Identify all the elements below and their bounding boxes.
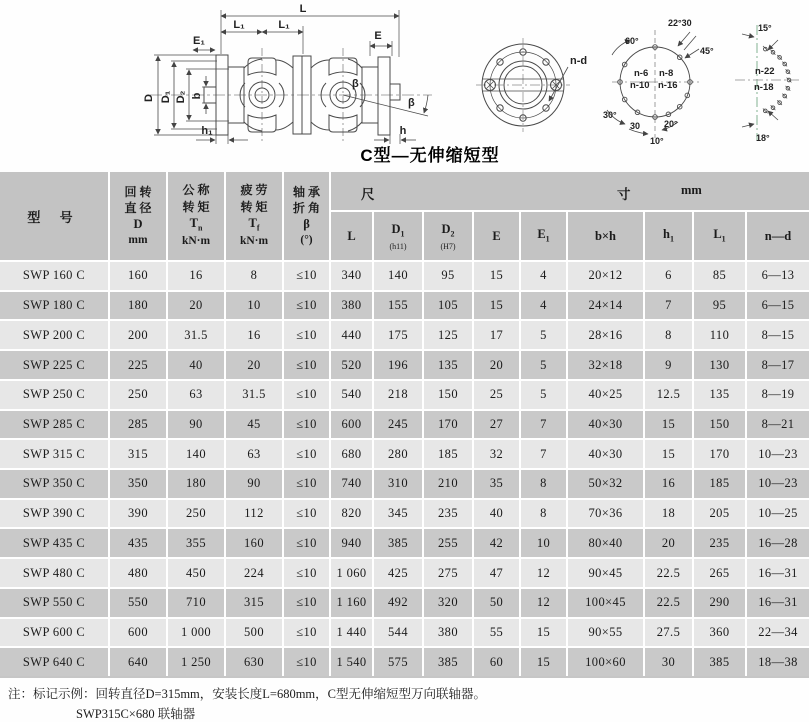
- table-row: [0, 411, 809, 441]
- model-cell: SWP 480 C: [0, 559, 110, 587]
- value-cell: 40×25: [568, 381, 645, 409]
- value-cell: 385: [694, 648, 747, 676]
- half-pattern-labels: [754, 23, 775, 143]
- value-cell: 63: [226, 440, 284, 468]
- value-cell: 140: [374, 262, 424, 290]
- value-cell: 10: [226, 292, 284, 320]
- value-cell: 550: [110, 589, 168, 617]
- value-cell: 640: [110, 648, 168, 676]
- table-header: [0, 172, 809, 262]
- spec-table: [0, 172, 809, 678]
- value-cell: 15: [474, 292, 521, 320]
- value-cell: 8—21: [761, 416, 795, 431]
- value-cell: 520: [331, 351, 374, 379]
- value-cell: 12: [521, 559, 568, 587]
- value-cell: 740: [331, 470, 374, 498]
- value-cell: 450: [168, 559, 226, 587]
- value-cell: 5: [521, 321, 568, 349]
- table-row: [0, 440, 809, 470]
- value-cell: 1 060: [331, 559, 374, 587]
- value-cell: 200: [110, 321, 168, 349]
- value-cell: 32×18: [568, 351, 645, 379]
- value-cell: 112: [226, 500, 284, 528]
- value-cell: 16: [226, 321, 284, 349]
- value-cell: 10—23: [758, 446, 798, 461]
- value-cell: 320: [424, 589, 474, 617]
- angle-label-30: 30°: [603, 110, 617, 120]
- dim-label-L1: L₁: [278, 19, 290, 31]
- model-cell: SWP 350 C: [0, 470, 110, 498]
- value-cell: 155: [374, 292, 424, 320]
- value-cell: 63: [168, 381, 226, 409]
- dim-title-cun: 寸: [617, 187, 631, 202]
- value-cell: 27.5: [645, 619, 694, 647]
- value-cell: ≤10: [284, 470, 331, 498]
- value-cell: 20: [474, 351, 521, 379]
- value-cell: 50: [474, 589, 521, 617]
- value-cell: 600: [110, 619, 168, 647]
- value-cell: 355: [168, 529, 226, 557]
- value-cell: 10—23: [758, 476, 798, 491]
- value-cell: 210: [424, 470, 474, 498]
- value-cell: 7: [521, 411, 568, 439]
- value-cell: 50×32: [568, 470, 645, 498]
- value-cell: 600: [331, 411, 374, 439]
- value-cell: 80×40: [568, 529, 645, 557]
- hole-count-n16: n-16: [658, 80, 678, 91]
- value-cell: 360: [694, 619, 747, 647]
- angle-label-10: 10°: [650, 136, 664, 146]
- table-body: [0, 262, 809, 676]
- value-cell: 7: [521, 440, 568, 468]
- value-cell: 8: [521, 500, 568, 528]
- value-cell: 140: [168, 440, 226, 468]
- value-cell: 435: [110, 529, 168, 557]
- table-row: [0, 381, 809, 411]
- value-cell: 45: [226, 411, 284, 439]
- flange-end-view: [476, 38, 570, 132]
- model-cell: SWP 160 C: [0, 262, 110, 290]
- value-cell: 280: [374, 440, 424, 468]
- angle-label-45: 45°: [700, 46, 714, 56]
- value-cell: ≤10: [284, 262, 331, 290]
- value-cell: 1 000: [168, 619, 226, 647]
- value-cell: 185: [424, 440, 474, 468]
- value-cell: 10: [521, 529, 568, 557]
- value-cell: 15: [645, 440, 694, 468]
- value-cell: 31.5: [168, 321, 226, 349]
- value-cell: 235: [694, 529, 747, 557]
- value-cell: 1 540: [331, 648, 374, 676]
- value-cell: 820: [331, 500, 374, 528]
- value-cell: 680: [331, 440, 374, 468]
- value-cell: 150: [694, 411, 747, 439]
- angle-label-22-30: 22°30: [668, 18, 692, 28]
- value-cell: 105: [424, 292, 474, 320]
- value-cell: 135: [424, 351, 474, 379]
- value-cell: 250: [168, 500, 226, 528]
- value-cell: 285: [110, 411, 168, 439]
- value-cell: 22—34: [758, 624, 798, 639]
- value-cell: 185: [694, 470, 747, 498]
- dim-label-n-d: n-d: [570, 55, 588, 67]
- dim-group-title: [331, 172, 809, 212]
- value-cell: 1 250: [168, 648, 226, 676]
- value-cell: 160: [226, 529, 284, 557]
- dim-label-h1: h₁: [201, 125, 213, 137]
- value-cell: 235: [424, 500, 474, 528]
- model-cell: SWP 200 C: [0, 321, 110, 349]
- value-cell: 9: [645, 351, 694, 379]
- header-dim-col: $D_2$ (H7): [424, 212, 474, 260]
- hole-count-n10: n-10: [630, 80, 650, 91]
- hole-count-n18: n-18: [754, 82, 774, 93]
- value-cell: 18: [645, 500, 694, 528]
- value-cell: 55: [474, 619, 521, 647]
- value-cell: 40×30: [568, 411, 645, 439]
- value-cell: 315: [110, 440, 168, 468]
- model-cell: SWP 250 C: [0, 381, 110, 409]
- value-cell: 22.5: [645, 559, 694, 587]
- value-cell: 150: [424, 381, 474, 409]
- value-cell: 310: [374, 470, 424, 498]
- value-cell: 345: [374, 500, 424, 528]
- value-cell: 17: [474, 321, 521, 349]
- value-cell: 350: [110, 470, 168, 498]
- header-param-col: 轴 承 折 角 β (°): [284, 172, 331, 260]
- dim-label-D: D: [143, 94, 155, 102]
- dim-label-beta: β: [408, 97, 415, 109]
- value-cell: 12.5: [645, 381, 694, 409]
- value-cell: 180: [168, 470, 226, 498]
- value-cell: 8: [226, 262, 284, 290]
- value-cell: 205: [694, 500, 747, 528]
- angle-label-18: 18°: [756, 133, 770, 143]
- value-cell: ≤10: [284, 500, 331, 528]
- value-cell: 30: [645, 648, 694, 676]
- value-cell: 315: [226, 589, 284, 617]
- value-cell: 340: [331, 262, 374, 290]
- value-cell: 390: [110, 500, 168, 528]
- dim-title-chi: 尺: [361, 187, 375, 202]
- value-cell: 20: [226, 351, 284, 379]
- angle-label-15: 15°: [758, 23, 772, 33]
- value-cell: ≤10: [284, 440, 331, 468]
- model-cell: SWP 285 C: [0, 411, 110, 439]
- dim-label-L1: L₁: [233, 19, 245, 31]
- bolt-pattern-view: [607, 30, 700, 138]
- model-cell: SWP 435 C: [0, 529, 110, 557]
- dim-label-E: E: [374, 30, 382, 42]
- value-cell: 492: [374, 589, 424, 617]
- value-cell: 125: [424, 321, 474, 349]
- value-cell: 20: [645, 529, 694, 557]
- value-cell: 40×30: [568, 440, 645, 468]
- value-cell: 8—17: [761, 357, 795, 372]
- value-cell: 500: [226, 619, 284, 647]
- table-row: [0, 619, 809, 649]
- value-cell: 110: [694, 321, 747, 349]
- table-row: [0, 589, 809, 619]
- value-cell: 250: [110, 381, 168, 409]
- value-cell: 380: [424, 619, 474, 647]
- value-cell: 385: [374, 529, 424, 557]
- value-cell: 8—19: [761, 387, 795, 402]
- table-row: [0, 351, 809, 381]
- value-cell: 31.5: [226, 381, 284, 409]
- value-cell: 255: [424, 529, 474, 557]
- value-cell: 90: [226, 470, 284, 498]
- table-row: [0, 648, 809, 676]
- value-cell: 480: [110, 559, 168, 587]
- value-cell: 16: [168, 262, 226, 290]
- hole-count-n8: n-8: [659, 68, 674, 79]
- value-cell: 440: [331, 321, 374, 349]
- value-cell: 40: [168, 351, 226, 379]
- angle-label-60: 60°: [625, 36, 639, 46]
- value-cell: 90×55: [568, 619, 645, 647]
- value-cell: 5: [521, 381, 568, 409]
- header-dim-col: $h_1$: [645, 212, 694, 260]
- header-param-col: 疲 劳 转 矩 $T_f$ kN·m: [226, 172, 284, 260]
- value-cell: 175: [374, 321, 424, 349]
- value-cell: 940: [331, 529, 374, 557]
- value-cell: 28×16: [568, 321, 645, 349]
- value-cell: ≤10: [284, 411, 331, 439]
- value-cell: 710: [168, 589, 226, 617]
- section-title: C型—无伸缩短型: [360, 146, 500, 165]
- value-cell: 218: [374, 381, 424, 409]
- dim-label-E1: E₁: [193, 35, 205, 47]
- param-group: [110, 172, 331, 260]
- value-cell: 225: [110, 351, 168, 379]
- value-cell: 42: [474, 529, 521, 557]
- value-cell: 4: [521, 262, 568, 290]
- value-cell: 90×45: [568, 559, 645, 587]
- table-row: [0, 470, 809, 500]
- value-cell: ≤10: [284, 321, 331, 349]
- value-cell: 160: [110, 262, 168, 290]
- value-cell: 15: [474, 262, 521, 290]
- value-cell: 8: [521, 470, 568, 498]
- dim-label-beta: β: [352, 78, 359, 90]
- value-cell: 70×36: [568, 500, 645, 528]
- note-line-1: 注：标记示例：回转直径D=315mm，安装长度L=680mm，C型无伸缩短型万向联轴器。: [8, 687, 486, 701]
- value-cell: 224: [226, 559, 284, 587]
- dim-label-h: h: [399, 125, 407, 137]
- value-cell: 8: [645, 321, 694, 349]
- value-cell: 170: [424, 411, 474, 439]
- value-cell: 425: [374, 559, 424, 587]
- value-cell: 27: [474, 411, 521, 439]
- value-cell: 275: [424, 559, 474, 587]
- dim-label-D2: D₂: [175, 90, 187, 104]
- value-cell: 16—28: [758, 535, 798, 550]
- value-cell: 265: [694, 559, 747, 587]
- value-cell: 4: [521, 292, 568, 320]
- angle-label-30b: 30: [630, 121, 641, 131]
- value-cell: 630: [226, 648, 284, 676]
- value-cell: 135: [694, 381, 747, 409]
- value-cell: 100×60: [568, 648, 645, 676]
- dim-subrow: [331, 212, 809, 260]
- table-row: [0, 262, 809, 292]
- value-cell: 15: [521, 648, 568, 676]
- header-dim-col: $E_1$: [521, 212, 568, 260]
- value-cell: 47: [474, 559, 521, 587]
- value-cell: 196: [374, 351, 424, 379]
- value-cell: 385: [424, 648, 474, 676]
- value-cell: 5: [521, 351, 568, 379]
- value-cell: 40: [474, 500, 521, 528]
- model-cell: SWP 225 C: [0, 351, 110, 379]
- dim-label-D1: D₁: [160, 90, 172, 104]
- value-cell: 1 440: [331, 619, 374, 647]
- value-cell: ≤10: [284, 529, 331, 557]
- model-cell: SWP 180 C: [0, 292, 110, 320]
- header-model: 型 号: [0, 172, 110, 260]
- value-cell: 130: [694, 351, 747, 379]
- header-dim-col: b×h: [568, 212, 645, 260]
- angle-label-20: 20°: [664, 119, 678, 129]
- value-cell: 290: [694, 589, 747, 617]
- header-dim-col: $L_1$: [694, 212, 747, 260]
- value-cell: ≤10: [284, 381, 331, 409]
- value-cell: 35: [474, 470, 521, 498]
- value-cell: ≤10: [284, 292, 331, 320]
- header-param-col: 公 称 转 矩 $T_n$ kN·m: [168, 172, 226, 260]
- table-row: [0, 500, 809, 530]
- table-row: [0, 559, 809, 589]
- side-view: [150, 10, 432, 144]
- value-cell: 6: [645, 262, 694, 290]
- value-cell: 90: [168, 411, 226, 439]
- header-dim-col: n—d: [764, 228, 792, 243]
- note-line-2: SWP315C×680 联轴器: [76, 707, 196, 721]
- value-cell: 575: [374, 648, 424, 676]
- value-cell: 15: [521, 619, 568, 647]
- value-cell: 20×12: [568, 262, 645, 290]
- value-cell: 170: [694, 440, 747, 468]
- value-cell: 20: [168, 292, 226, 320]
- dim-group: [331, 172, 809, 260]
- dim-title-unit: mm: [681, 183, 702, 197]
- value-cell: ≤10: [284, 619, 331, 647]
- header-dim-col: E: [474, 212, 521, 260]
- value-cell: 6—15: [761, 298, 795, 313]
- dim-label-b: b: [191, 92, 203, 100]
- value-cell: ≤10: [284, 351, 331, 379]
- value-cell: 25: [474, 381, 521, 409]
- value-cell: 16: [645, 470, 694, 498]
- table-row: [0, 321, 809, 351]
- value-cell: 18—38: [758, 654, 798, 669]
- header-param-col: 回 转 直 径 D mm: [110, 172, 168, 260]
- value-cell: ≤10: [284, 648, 331, 676]
- model-cell: SWP 390 C: [0, 500, 110, 528]
- value-cell: 22.5: [645, 589, 694, 617]
- value-cell: 60: [474, 648, 521, 676]
- dim-label-L: L: [299, 3, 307, 15]
- value-cell: 544: [374, 619, 424, 647]
- value-cell: 180: [110, 292, 168, 320]
- value-cell: 24×14: [568, 292, 645, 320]
- value-cell: 32: [474, 440, 521, 468]
- hole-count-n22: n-22: [755, 66, 775, 77]
- value-cell: 10—25: [758, 506, 798, 521]
- header-dim-col: L: [331, 212, 374, 260]
- value-cell: 100×45: [568, 589, 645, 617]
- value-cell: 8—15: [761, 327, 795, 342]
- value-cell: 95: [694, 292, 747, 320]
- hole-count-n6: n-6: [634, 68, 649, 79]
- model-cell: SWP 600 C: [0, 619, 110, 647]
- value-cell: 1 160: [331, 589, 374, 617]
- value-cell: ≤10: [284, 589, 331, 617]
- model-cell: SWP 315 C: [0, 440, 110, 468]
- value-cell: 16—31: [758, 595, 798, 610]
- table-row: [0, 529, 809, 559]
- header-dim-col: $D_1$ (h11): [374, 212, 424, 260]
- value-cell: 540: [331, 381, 374, 409]
- side-view-labels: [143, 3, 415, 137]
- value-cell: 12: [521, 589, 568, 617]
- value-cell: 16—31: [758, 565, 798, 580]
- model-cell: SWP 640 C: [0, 648, 110, 676]
- value-cell: 85: [694, 262, 747, 290]
- value-cell: 7: [645, 292, 694, 320]
- value-cell: 6—13: [761, 268, 795, 283]
- value-cell: 95: [424, 262, 474, 290]
- table-row: [0, 292, 809, 322]
- value-cell: 15: [645, 411, 694, 439]
- value-cell: 245: [374, 411, 424, 439]
- value-cell: ≤10: [284, 559, 331, 587]
- value-cell: 380: [331, 292, 374, 320]
- model-cell: SWP 550 C: [0, 589, 110, 617]
